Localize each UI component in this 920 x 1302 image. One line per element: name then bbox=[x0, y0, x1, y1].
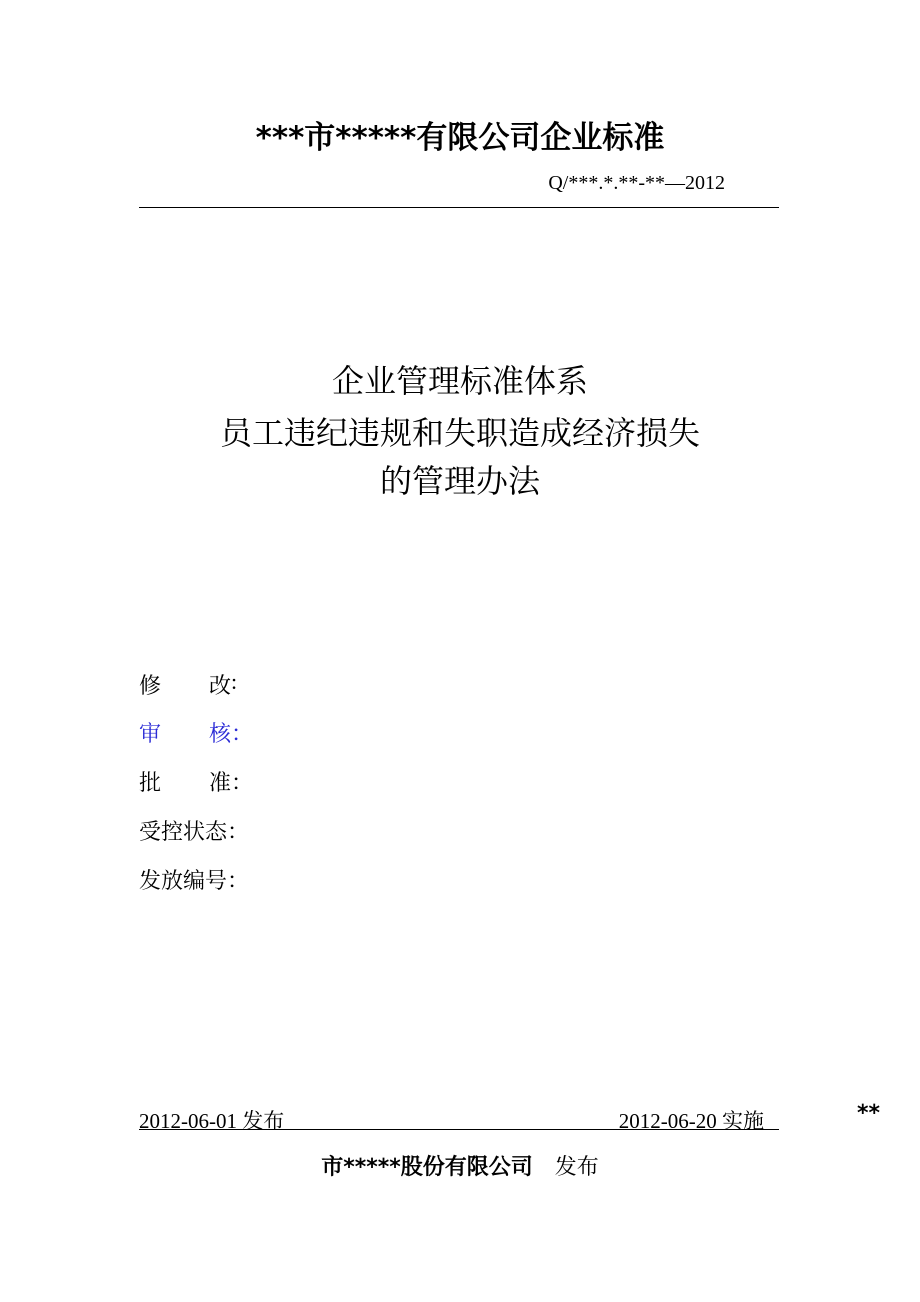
revise-label bbox=[139, 669, 231, 700]
corner-mark: ** bbox=[857, 1101, 881, 1126]
company-standard-title: ***市*****有限公司企业标准 bbox=[255, 120, 665, 156]
publisher-line bbox=[0, 1150, 920, 1181]
publisher-action: 发布 bbox=[554, 1154, 599, 1179]
publish-date: 2012-06-01 发布 bbox=[139, 1109, 285, 1133]
review-field bbox=[139, 717, 253, 748]
review-label bbox=[139, 717, 231, 748]
document-title-line-1: 企业管理标准体系 bbox=[331, 362, 588, 400]
approve-label-char-2: 准 bbox=[208, 770, 231, 795]
standard-code: Q/***.*.**-**—2012 bbox=[548, 172, 725, 194]
approve-label-char-1: 批 bbox=[139, 770, 162, 795]
document-title-line-3: 的管理办法 bbox=[379, 462, 540, 500]
approve-field bbox=[139, 766, 253, 797]
review-colon: ： bbox=[231, 721, 254, 746]
footer-divider bbox=[139, 1129, 779, 1130]
review-label-char-1: 审 bbox=[139, 721, 162, 746]
document-title-line-2: 员工违纪违规和失职造成经济损失 bbox=[219, 414, 700, 452]
revise-label-char-2: 改 bbox=[208, 673, 231, 698]
review-label-char-2: 核 bbox=[208, 721, 231, 746]
issue-number-field bbox=[139, 864, 249, 895]
approve-label bbox=[139, 766, 231, 797]
revise-colon: : bbox=[231, 669, 238, 694]
issue-number-label: 发放编号： bbox=[139, 868, 250, 893]
implement-date: 2012-06-20 实施 bbox=[618, 1109, 764, 1133]
revise-field bbox=[139, 669, 237, 700]
revise-label-char-1: 修 bbox=[139, 673, 162, 698]
control-status-field bbox=[139, 815, 249, 846]
approve-colon: ： bbox=[231, 770, 254, 795]
header-divider bbox=[139, 207, 779, 208]
publisher-name: 市*****股份有限公司 bbox=[321, 1155, 533, 1180]
control-status-label: 受控状态： bbox=[139, 819, 250, 844]
